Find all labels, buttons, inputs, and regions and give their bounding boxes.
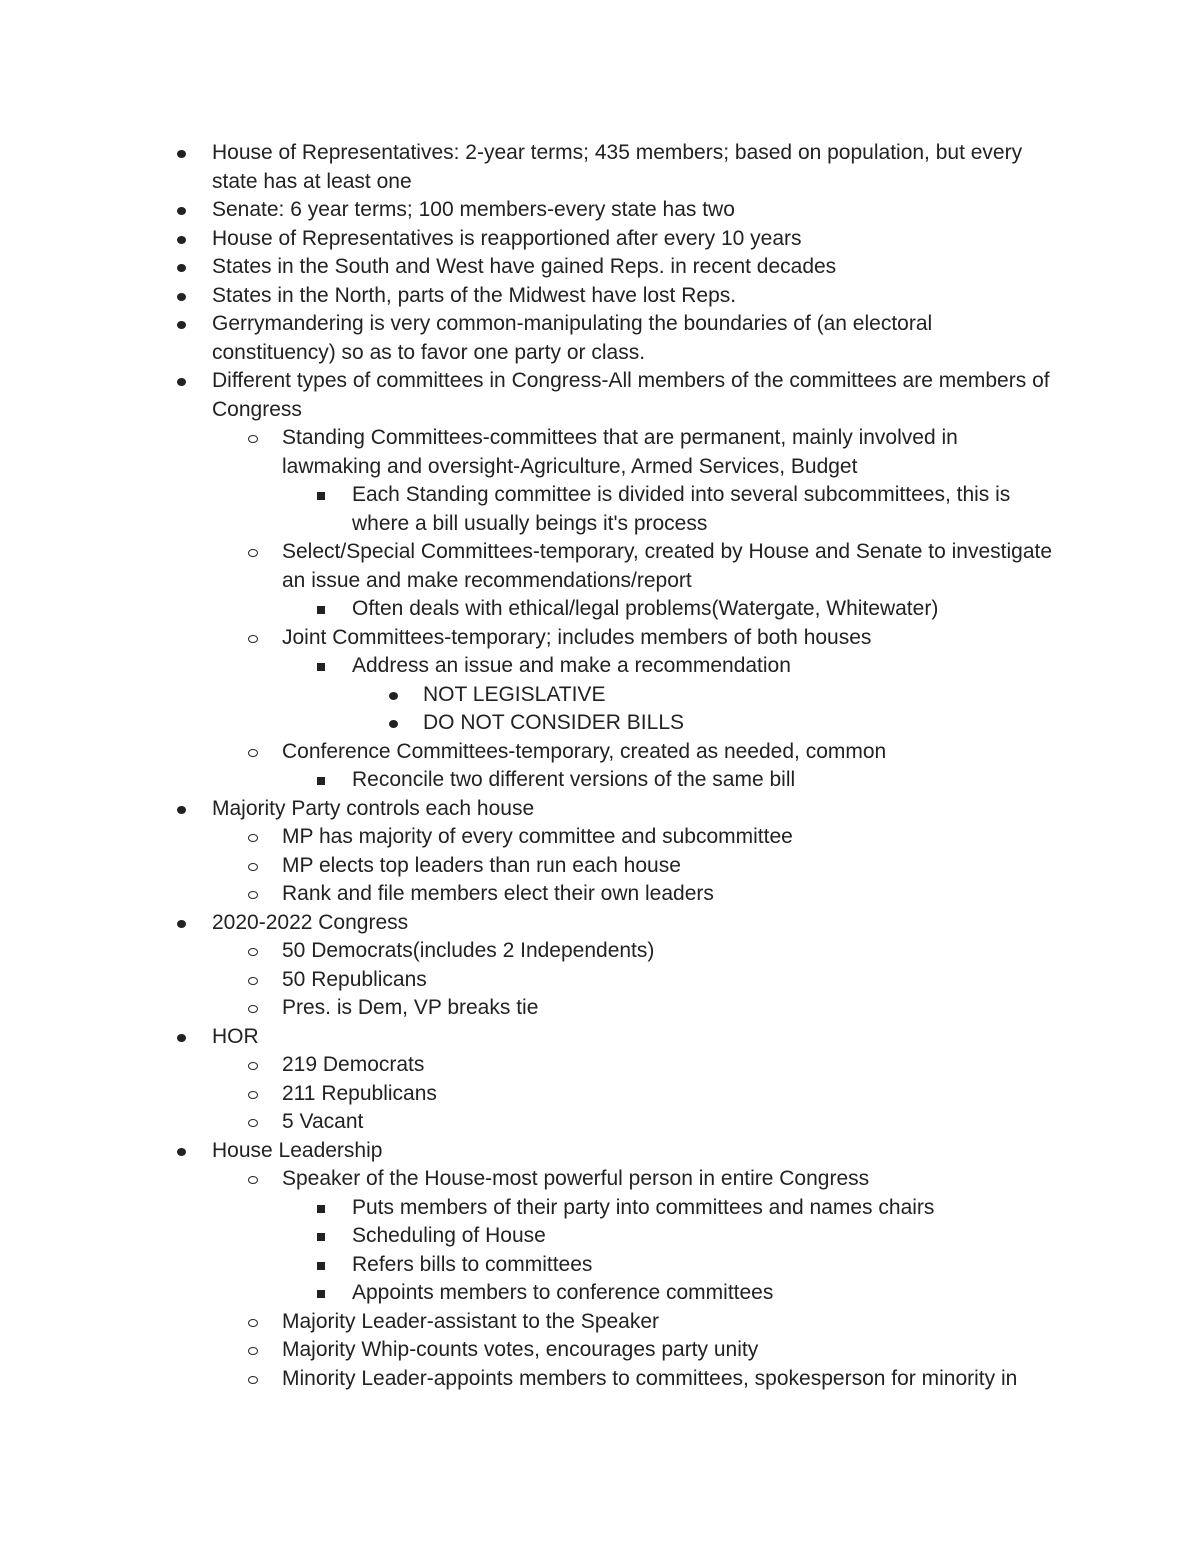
list-item-level-1 <box>0 909 1057 938</box>
bullet-circle-icon <box>248 834 258 842</box>
list-item-text: Conference Committees-temporary, created as needed, common <box>282 739 887 763</box>
list-item-text: Majority Whip-counts votes, encourages party unity <box>282 1338 759 1361</box>
list-item-text: 219 Democrats <box>282 1053 425 1076</box>
list-item-level-2 <box>0 1308 1057 1337</box>
list-item-text: Refers bills to committees <box>352 1252 593 1276</box>
list-item-text: Different types of committees in Congress-All members of the committees are members of Congress <box>212 369 1050 421</box>
bullet-circle-icon <box>248 549 258 557</box>
list-item-level-1 <box>0 225 1057 254</box>
list-item-text: Reconcile two different versions of the same bill <box>352 768 796 791</box>
list-item-level-3 <box>0 481 1057 538</box>
bullet-circle-icon <box>248 435 258 443</box>
bullet-square-icon <box>317 777 325 785</box>
list-item-text: Puts members of their party into committees and names chairs <box>352 1195 935 1219</box>
list-item-level-3 <box>0 1222 1057 1251</box>
bullet-circle-icon <box>248 1319 258 1327</box>
list-item-text: 50 Republicans <box>282 967 427 991</box>
list-item-text: Rank and file members elect their own leaders <box>282 882 714 905</box>
list-item-level-2 <box>0 538 1057 595</box>
list-item-text: NOT LEGISLATIVE <box>423 682 606 706</box>
list-item-level-2 <box>0 424 1057 481</box>
list-item-level-1 <box>0 1137 1057 1166</box>
list-item-level-2 <box>0 966 1057 995</box>
list-item-level-2 <box>0 1336 1057 1365</box>
list-item-text: Scheduling of House <box>352 1224 546 1247</box>
list-item-level-1 <box>0 795 1057 824</box>
list-item-text: Joint Committees-temporary; includes members of both houses <box>282 625 872 649</box>
list-item-text: 211 Republicans <box>282 1081 437 1105</box>
list-item-text: Speaker of the House-most powerful person in entire Congress <box>282 1167 870 1190</box>
list-item-text: Address an issue and make a recommendation <box>352 654 791 677</box>
list-item-text: 50 Democrats(includes 2 Independents) <box>282 939 655 962</box>
list-item-text: Senate: 6 year terms; 100 members-every state has two <box>212 198 735 221</box>
bullet-square-icon <box>317 1205 325 1213</box>
list-item-level-3 <box>0 1251 1057 1280</box>
bullet-circle-icon <box>248 1062 258 1070</box>
bullet-circle-icon <box>248 1376 258 1384</box>
bullet-circle-icon <box>248 749 258 757</box>
list-item-text: Minority Leader-appoints members to committees, spokesperson for minority in <box>282 1366 1018 1390</box>
bullet-circle-icon <box>248 863 258 871</box>
list-item-text: Appoints members to conference committees <box>352 1281 774 1304</box>
bullet-square-icon <box>317 606 325 614</box>
bullet-square-icon <box>317 492 325 500</box>
list-item-level-2 <box>0 624 1057 653</box>
bullet-circle-icon <box>248 635 258 643</box>
list-item-text: 2020-2022 Congress <box>212 910 409 934</box>
list-item-text: Majority Leader-assistant to the Speaker <box>282 1309 660 1333</box>
bullet-circle-icon <box>248 891 258 899</box>
list-item-text: HOR <box>212 1024 259 1048</box>
list-item-level-2 <box>0 880 1057 909</box>
list-item-level-1 <box>0 282 1057 311</box>
bullet-circle-icon <box>248 1176 258 1184</box>
list-item-text: Majority Party controls each house <box>212 796 535 820</box>
bullet-dot-icon <box>177 207 186 215</box>
list-item-text: DO NOT CONSIDER BILLS <box>423 711 685 734</box>
list-item-text: States in the South and West have gained Reps. in recent decades <box>212 255 837 278</box>
list-item-text: MP elects top leaders than run each house <box>282 853 681 877</box>
list-item-level-3 <box>0 652 1057 681</box>
list-item-text: States in the North, parts of the Midwest have lost Reps. <box>212 283 737 307</box>
bullet-dot-icon <box>177 150 186 158</box>
list-item-level-2 <box>0 937 1057 966</box>
list-item-level-3 <box>0 595 1057 624</box>
bullet-dot-icon <box>177 378 186 386</box>
list-item-level-3 <box>0 1194 1057 1223</box>
list-item-text: Each Standing committee is divided into several subcommittees, this is where a bill usually beings it's process <box>352 483 1011 535</box>
bullet-circle-icon <box>248 1347 258 1355</box>
list-item-text: Select/Special Committees-temporary, created by House and Senate to investigate an issue and make recommendations/report <box>282 540 1053 592</box>
list-item-level-2 <box>0 1080 1057 1109</box>
bullet-circle-icon <box>248 1119 258 1127</box>
list-item-level-2 <box>0 1051 1057 1080</box>
list-item-text: Often deals with ethical/legal problems(Watergate, Whitewater) <box>352 597 939 620</box>
list-item-text: Pres. is Dem, VP breaks tie <box>282 996 539 1019</box>
bullet-dot-icon <box>177 236 186 244</box>
list-item-text: MP has majority of every committee and subcommittee <box>282 825 793 848</box>
list-item-text: House of Representatives is reapportioned after every 10 years <box>212 226 802 250</box>
list-item-level-1 <box>0 1023 1057 1052</box>
bullet-dot-icon <box>389 720 398 728</box>
notes-list <box>0 139 1200 1393</box>
list-item-level-4 <box>0 709 1057 738</box>
bullet-dot-icon <box>177 321 186 329</box>
bullet-square-icon <box>317 1262 325 1270</box>
list-item-text: 5 Vacant <box>282 1110 364 1133</box>
list-item-level-3 <box>0 1279 1057 1308</box>
list-item-level-2 <box>0 994 1057 1023</box>
list-item-level-2 <box>0 823 1057 852</box>
bullet-dot-icon <box>177 264 186 272</box>
bullet-dot-icon <box>177 920 186 928</box>
list-item-level-2 <box>0 1108 1057 1137</box>
list-item-level-1 <box>0 310 1057 367</box>
bullet-dot-icon <box>177 806 186 814</box>
list-item-level-1 <box>0 196 1057 225</box>
bullet-circle-icon <box>248 948 258 956</box>
bullet-dot-icon <box>389 692 398 700</box>
list-item-text: House of Representatives: 2-year terms; 435 members; based on population, but every state has at least one <box>212 141 1023 193</box>
list-item-level-1 <box>0 253 1057 282</box>
list-item-level-1 <box>0 139 1057 196</box>
bullet-dot-icon <box>177 1034 186 1042</box>
list-item-level-1 <box>0 367 1057 424</box>
list-item-level-2 <box>0 1365 1057 1394</box>
list-item-text: Standing Committees-committees that are permanent, mainly involved in lawmaking and oversight-Agriculture, Armed Services, Budget <box>282 426 958 478</box>
bullet-dot-icon <box>177 293 186 301</box>
bullet-dot-icon <box>177 1148 186 1156</box>
bullet-square-icon <box>317 1290 325 1298</box>
bullet-circle-icon <box>248 1091 258 1099</box>
bullet-circle-icon <box>248 1005 258 1013</box>
list-item-level-2 <box>0 738 1057 767</box>
list-item-level-3 <box>0 766 1057 795</box>
bullet-square-icon <box>317 663 325 671</box>
list-item-level-2 <box>0 1165 1057 1194</box>
bullet-square-icon <box>317 1233 325 1241</box>
bullet-circle-icon <box>248 977 258 985</box>
list-item-text: House Leadership <box>212 1138 383 1162</box>
list-item-text: Gerrymandering is very common-manipulating the boundaries of (an electoral constituency) so as to favor one party or class. <box>212 312 933 364</box>
list-item-level-2 <box>0 852 1057 881</box>
list-item-level-4 <box>0 681 1057 710</box>
